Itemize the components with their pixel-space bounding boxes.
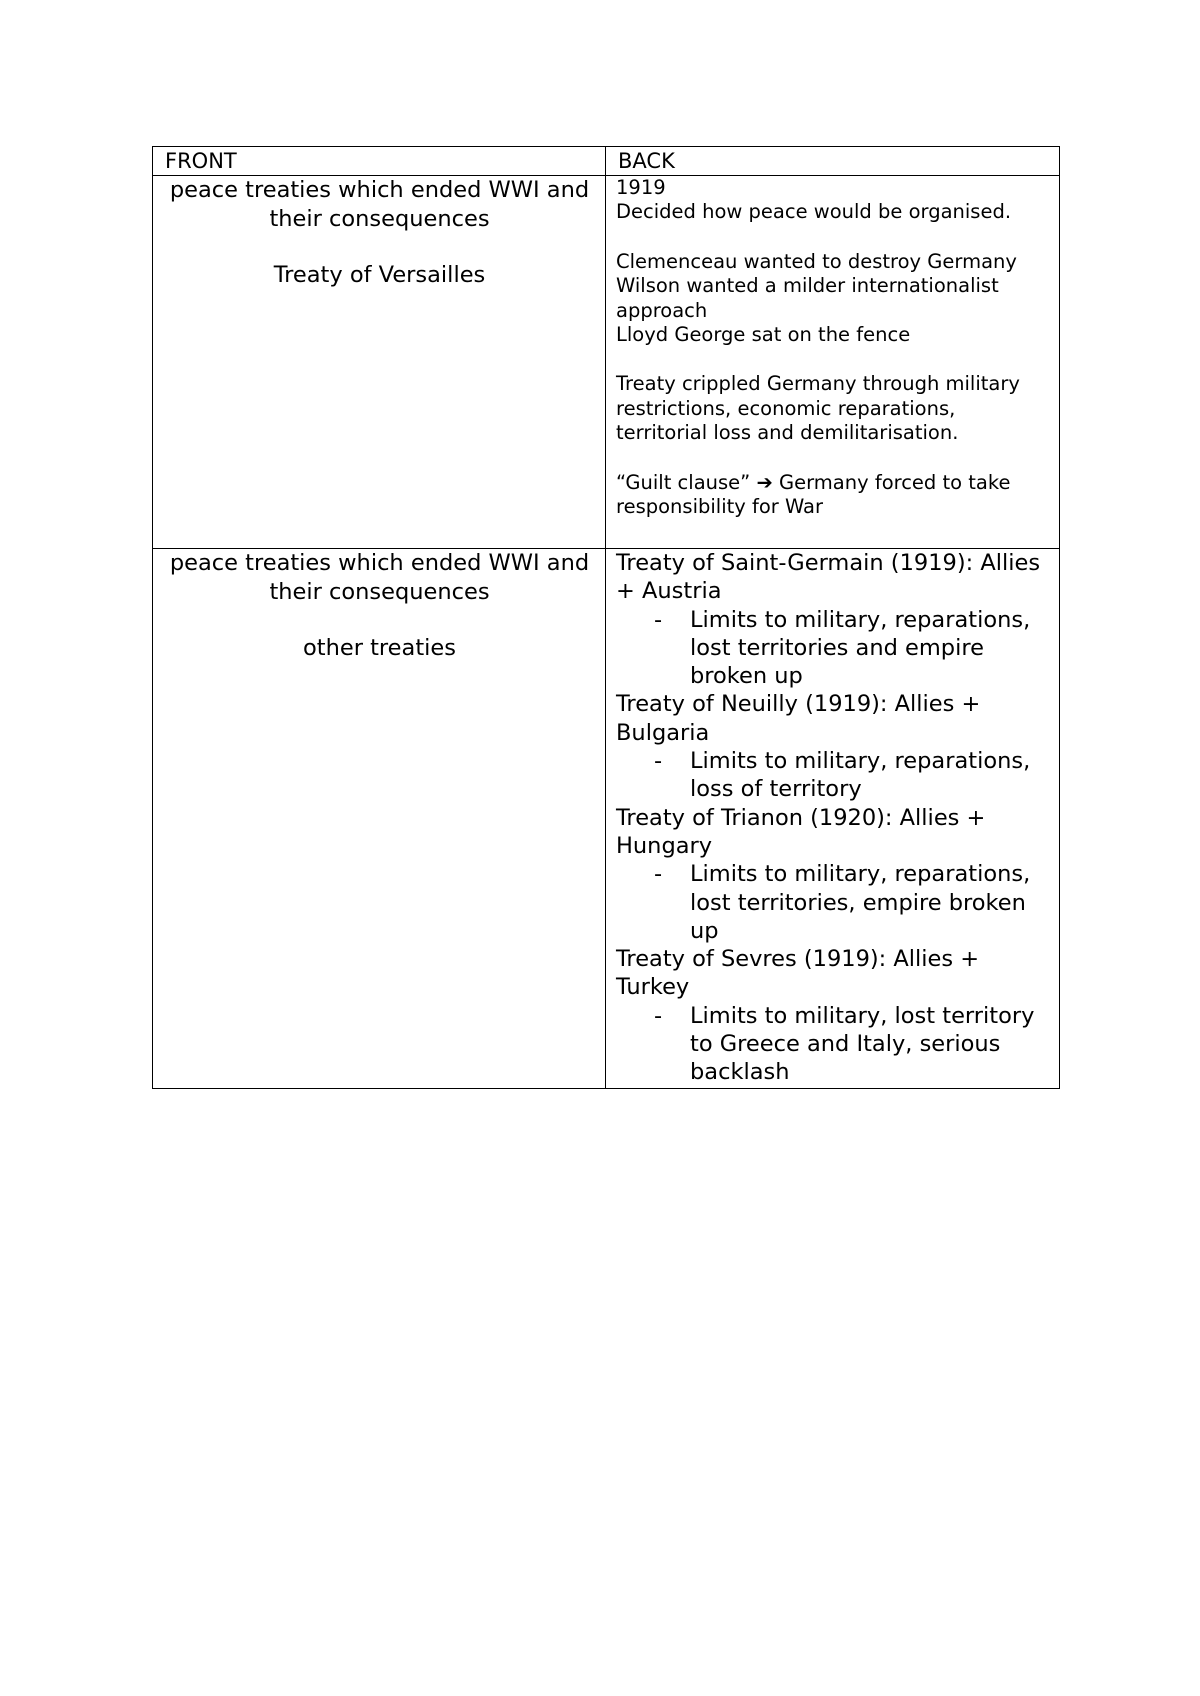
back-line: Decided how peace would be organised. bbox=[616, 200, 1012, 224]
front-topic: peace treaties which ended WWI and their consequences bbox=[169, 177, 590, 232]
front-cell bbox=[153, 549, 606, 1089]
back-cell bbox=[606, 549, 1060, 1089]
front-subject: Treaty of Versailles bbox=[273, 262, 486, 288]
list-item bbox=[616, 1002, 1050, 1087]
list-item bbox=[616, 747, 1050, 804]
bullet-dash: - bbox=[654, 748, 663, 775]
flashcard-table bbox=[152, 146, 1060, 1089]
front-topic: peace treaties which ended WWI and their consequences bbox=[169, 550, 590, 605]
bullet-dash: - bbox=[654, 606, 663, 633]
header-front: FRONT bbox=[153, 147, 606, 176]
back-line: Lloyd George sat on the fence bbox=[616, 323, 911, 347]
table-row bbox=[153, 176, 1060, 549]
bullet-text: Limits to military, lost territory to Greece and Italy, serious backlash bbox=[690, 1002, 1035, 1086]
treaty-bullets bbox=[616, 606, 1050, 691]
bullet-text: Limits to military, reparations, loss of territory bbox=[690, 748, 1031, 803]
header-back: BACK bbox=[606, 147, 1060, 176]
back-cell bbox=[606, 176, 1060, 549]
treaty-bullets bbox=[616, 1002, 1050, 1087]
bullet-text: Limits to military, reparations, lost territories and empire broken up bbox=[690, 606, 1031, 690]
back-line: Treaty crippled Germany through military restrictions, economic reparations, territorial loss and demilitarisation. bbox=[616, 372, 1020, 445]
table-row bbox=[153, 549, 1060, 1089]
front-cell bbox=[153, 176, 606, 549]
treaty-name: Treaty of Sevres (1919): Allies + Turkey bbox=[616, 946, 980, 1001]
treaty-bullets bbox=[616, 860, 1050, 945]
treaty-name: Treaty of Neuilly (1919): Allies + Bulgaria bbox=[616, 691, 981, 746]
treaty-name: Treaty of Saint-Germain (1919): Allies + Austria bbox=[616, 550, 1041, 605]
bullet-dash: - bbox=[654, 861, 663, 888]
back-line: Wilson wanted a milder internationalist approach bbox=[616, 274, 999, 322]
treaty-name: Treaty of Trianon (1920): Allies + Hungary bbox=[616, 804, 986, 859]
back-line: 1919 bbox=[616, 176, 666, 199]
list-item bbox=[616, 606, 1050, 691]
back-line: “Guilt clause” ➔ Germany forced to take responsibility for War bbox=[616, 470, 1011, 519]
back-line: Clemenceau wanted to destroy Germany bbox=[616, 249, 1017, 273]
front-subject: other treaties bbox=[303, 635, 456, 661]
table-header-row bbox=[153, 147, 1060, 176]
bullet-dash: - bbox=[654, 1002, 663, 1029]
bullet-text: Limits to military, reparations, lost territories, empire broken up bbox=[690, 861, 1031, 944]
list-item bbox=[616, 860, 1050, 945]
treaty-bullets bbox=[616, 747, 1050, 804]
